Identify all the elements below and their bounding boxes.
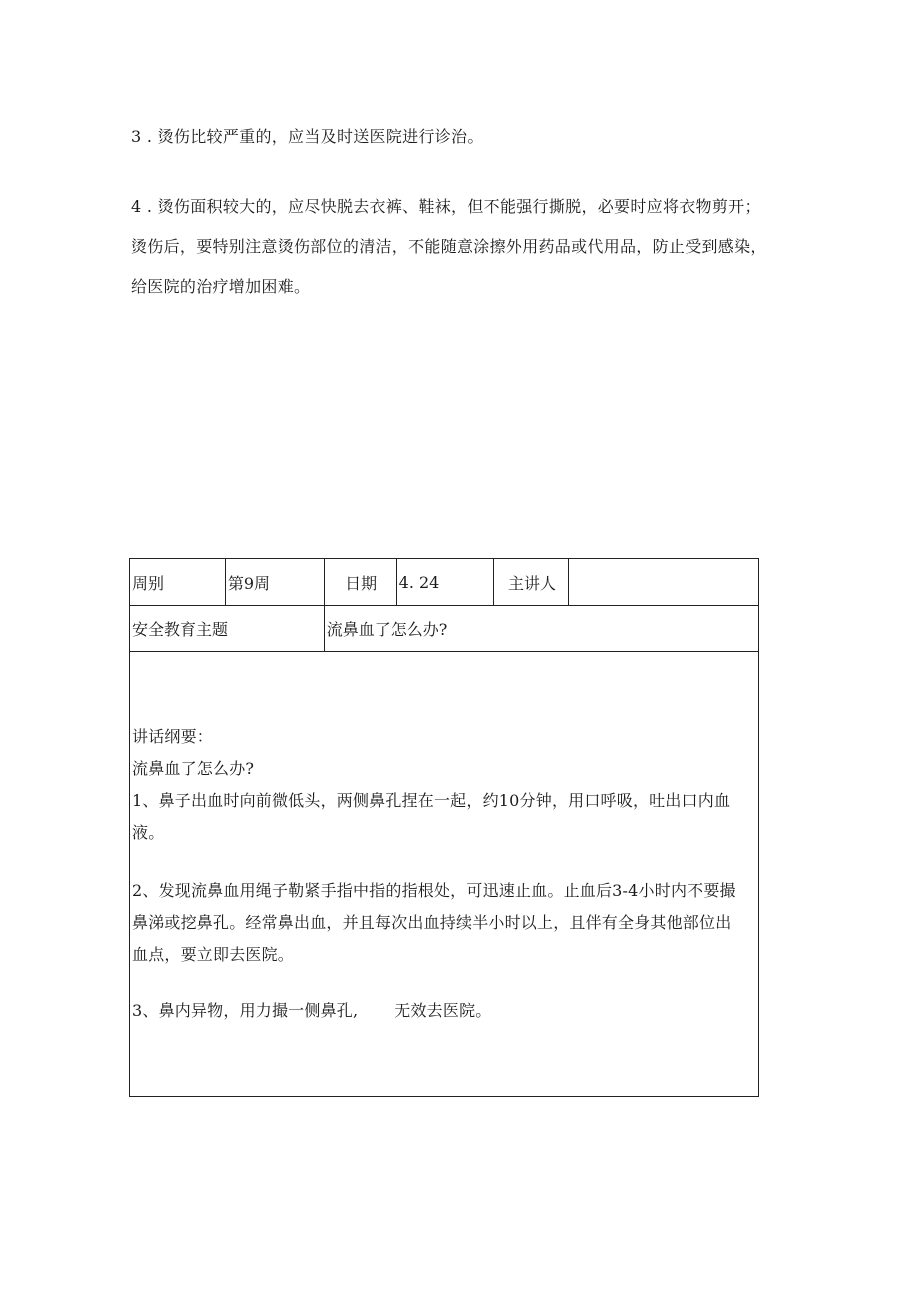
outline-cell	[130, 652, 759, 1097]
outline-point-3-part-1: 3、鼻内异物，用力撮一侧鼻孔,	[132, 1001, 359, 1020]
table-row-header-info	[130, 559, 759, 606]
outline-point-1-line-1: 1、鼻子出血时向前微低头，两侧鼻孔捏在一起，约10分钟，用口呼吸，吐出口内血	[132, 791, 731, 810]
speaker-label: 主讲人	[493, 559, 569, 606]
outline-point-2-line-1: 2、发现流鼻血用绳子勒紧手指中指的指根处，可迅速止血。止血后3-4小时内不要撮	[132, 881, 736, 900]
table-row-topic	[130, 606, 759, 652]
week-label: 周别	[130, 559, 226, 606]
outline-subtitle: 流鼻血了怎么办?	[132, 759, 255, 778]
topic-label: 安全教育主题	[130, 606, 325, 652]
outline-point-3-part-2: 无效去医院。	[394, 1001, 492, 1020]
outline-heading: 讲话纲要：	[132, 727, 214, 746]
speaker-value	[569, 559, 759, 606]
outline-point-2-line-3: 血点，要立即去医院。	[132, 945, 295, 964]
safety-education-table	[129, 558, 759, 1097]
paragraph-gap	[132, 971, 758, 995]
outline-point-1-line-2: 液。	[132, 823, 165, 842]
outline-point-3	[132, 995, 758, 1027]
date-label: 日期	[324, 559, 396, 606]
date-value: 4. 24	[396, 559, 493, 606]
paragraph-item-3: 3 . 烫伤比较严重的，应当及时送医院进行诊治。	[131, 127, 484, 146]
table-row-outline	[130, 652, 759, 1097]
paragraph-item-4: 4 . 烫伤面积较大的，应尽快脱去衣裤、鞋袜，但不能强行撕脱，必要时应将衣物剪开；烫伤后，要特别注意烫伤部位的清洁，不能随意涂擦外用药品或代用品，防止受到感染，给医院的治疗增加困难。	[131, 197, 767, 296]
outline-point-2-line-2: 鼻涕或挖鼻孔。经常鼻出血，并且每次出血持续半小时以上，且伴有全身其他部位出	[132, 913, 732, 932]
topic-value: 流鼻血了怎么办?	[324, 606, 758, 652]
paragraph-gap	[132, 849, 758, 875]
week-value: 第9周	[225, 559, 324, 606]
